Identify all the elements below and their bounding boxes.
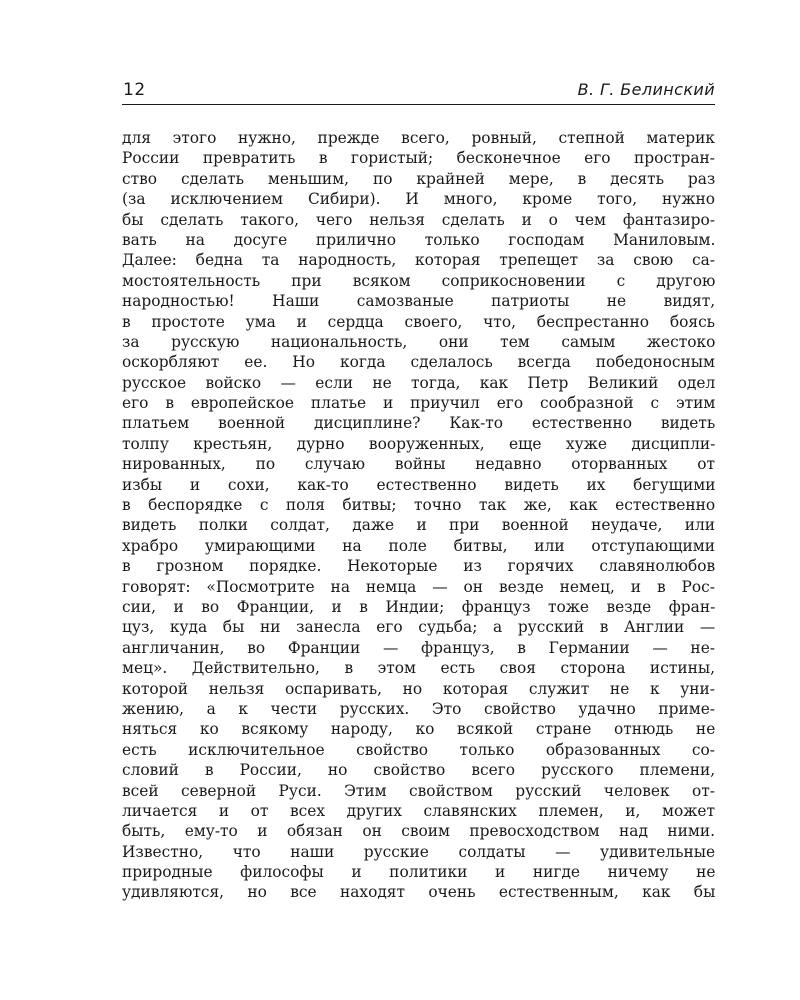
running-head-author: В. Г. Белинский (577, 80, 715, 99)
text-line: природные философы и политики и нигде ничему не (122, 863, 715, 882)
text-line: в грозном порядке. Некоторые из горячих славянолюбов (122, 557, 715, 576)
text-line: мостоятельность при всяком соприкосновении с другою (122, 271, 715, 290)
text-line: (за исключением Сибири). И много, кроме того, нужно (122, 190, 715, 209)
text-line: есть исключительное свойство только образованных со- (122, 740, 715, 759)
text-line: для этого нужно, прежде всего, ровный, степной материк (122, 129, 715, 147)
text-line: в беспорядке с поля битвы; точно так же, как естественно (122, 496, 715, 515)
body-text (122, 128, 715, 903)
text-line: ство сделать меньшим, по крайней мере, в десять раз (122, 169, 715, 188)
text-line: платьем военной дисциплине? Как-то естественно видеть (122, 414, 715, 433)
text-line: в простоте ума и сердца своего, что, беспрестанно боясь (122, 312, 715, 331)
text-line: мец». Действительно, в этом есть своя сторона истины, (122, 659, 715, 678)
text-line: избы и сохи, как-то естественно видеть их бегущими (122, 475, 715, 494)
text-line: няться ко всякому народу, ко всякой стране отнюдь не (122, 720, 715, 739)
text-line: личается и от всех других славянских племен, и, может (122, 801, 715, 820)
text-line: словий в России, но свойство всего русского племени, (122, 761, 715, 780)
page-header (122, 78, 715, 105)
text-line: оскорбляют ее. Но когда сделалось всегда победоносным (122, 353, 715, 372)
text-line: англичанин, во Франции — француз, в Германии — не- (122, 638, 715, 657)
page-number: 12 (123, 80, 146, 100)
text-line: сии, и во Франции, и в Индии; француз тоже везде фран- (122, 597, 715, 616)
text-line: Далее: бедна та народность, которая трепещет за свою са- (122, 251, 715, 270)
text-line: жению, а к чести русских. Это свойство удачно приме- (122, 699, 715, 718)
text-line: всей северной Руси. Этим свойством русский человек от- (122, 781, 715, 800)
text-line: удивляются, но все находят очень естественным, как бы (122, 883, 715, 902)
text-line: России превратить в гористый; бесконечное его простран- (122, 149, 715, 168)
text-line: быть, ему-то и обязан он своим превосходством над ними. (122, 822, 715, 841)
text-line: храбро умирающими на поле битвы, или отступающими (122, 536, 715, 555)
text-line: русское войско — если не тогда, как Петр Великий одел (122, 373, 715, 392)
text-line: за русскую национальность, они тем самым жестоко (122, 332, 715, 351)
text-line: которой нельзя оспаривать, но которая служит не к уни- (122, 679, 715, 698)
text-line: цуз, куда бы ни занесла его судьба; а русский в Англии — (122, 618, 715, 637)
text-line: говорят: «Посмотрите на немца — он везде немец, и в Рос- (122, 577, 715, 596)
text-line: нированных, по случаю войны недавно оторванных от (122, 455, 715, 474)
text-line: видеть полки солдат, даже и при военной неудаче, или (122, 516, 715, 535)
text-line: бы сделать такого, чего нельзя сделать и о чем фантазиро- (122, 210, 715, 229)
text-line: Известно, что наши русские солдаты — удивительные (122, 842, 715, 861)
text-line: толпу крестьян, дурно вооруженных, еще хуже дисципли- (122, 434, 715, 453)
text-line: вать на досуге прилично только господам Маниловым. (122, 230, 715, 249)
text-line: народностью! Наши самозваные патриоты не видят, (122, 292, 715, 311)
text-line: его в европейское платье и приучил его сообразной с этим (122, 394, 715, 413)
